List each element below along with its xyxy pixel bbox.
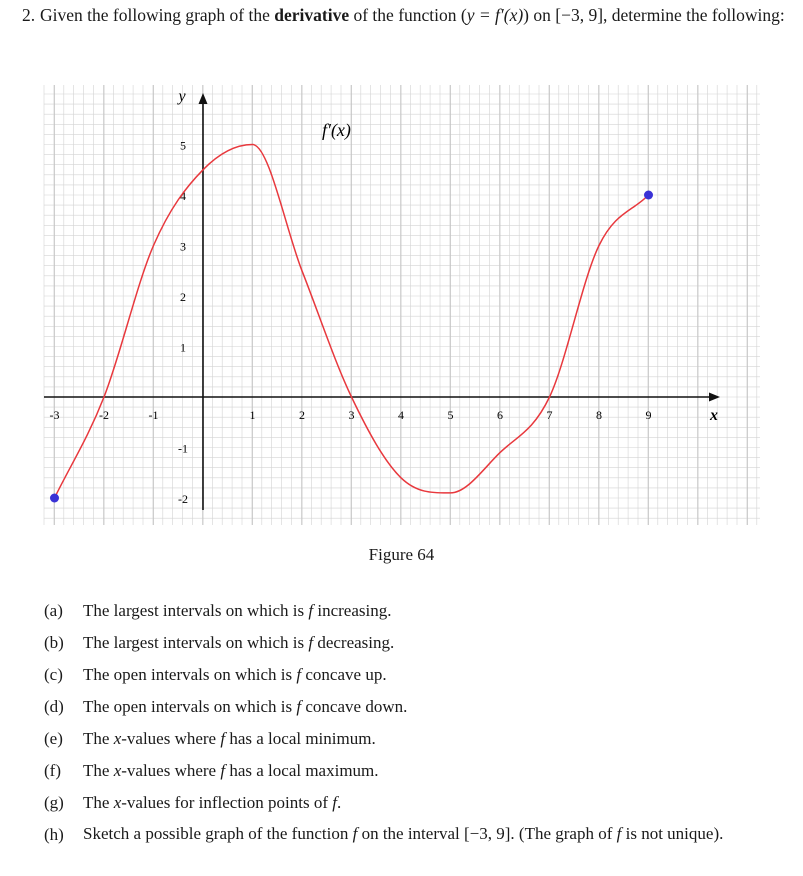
question-item xyxy=(44,792,784,824)
question-text xyxy=(83,600,784,622)
question-text xyxy=(83,824,784,844)
question-text-part: . xyxy=(337,793,342,812)
tick-labels xyxy=(50,88,719,506)
question-text-part: The xyxy=(83,761,114,780)
question-label: (e) xyxy=(44,729,63,748)
problem-number: 2. xyxy=(22,5,36,25)
x-tick-label: 3 xyxy=(348,408,355,422)
question-text-part: The xyxy=(83,793,114,812)
intro-expression: y = f′(x) xyxy=(466,5,524,25)
question-text xyxy=(83,632,784,654)
y-tick-label: 4 xyxy=(180,189,186,203)
math-variable: x xyxy=(113,793,122,812)
question-text-part: concave up. xyxy=(301,665,387,684)
question-text-part: on the interval [−3, 9]. (The graph of xyxy=(357,824,617,843)
x-tick-label: -1 xyxy=(148,408,159,422)
math-variable: f xyxy=(220,761,226,780)
question-text-part: -values where xyxy=(121,729,221,748)
question-text-part: concave down. xyxy=(301,697,408,716)
question-label: (h) xyxy=(44,825,64,844)
x-tick-label: 8 xyxy=(596,408,602,422)
question-text xyxy=(83,760,784,782)
y-tick-label: 3 xyxy=(180,239,186,254)
question-text-part: The open intervals on which is xyxy=(83,697,297,716)
x-tick-label: 1 xyxy=(249,408,256,422)
math-variable: f xyxy=(332,793,337,812)
math-variable: f xyxy=(220,729,226,748)
question-text-part: has a local minimum. xyxy=(225,729,376,748)
x-tick-label: 2 xyxy=(299,408,305,422)
math-variable: f xyxy=(296,665,302,684)
x-tick-label: 6 xyxy=(497,408,503,422)
x-tick-label: 9 xyxy=(645,408,652,422)
question-text-part: -values for inflection points of xyxy=(121,793,333,812)
curve-label: f′(x) xyxy=(322,120,351,140)
x-tick-label: 4 xyxy=(398,408,404,422)
y-tick-label: 1 xyxy=(180,340,186,355)
y-tick-label: 5 xyxy=(180,138,186,153)
math-variable: x xyxy=(113,761,122,780)
question-text-part: The open intervals on which is xyxy=(83,665,297,684)
question-text-part: decreasing. xyxy=(313,633,395,652)
question-text-part: has a local maximum. xyxy=(225,761,379,780)
endpoint-dot xyxy=(50,494,59,503)
question-text xyxy=(83,696,784,718)
question-text xyxy=(83,728,784,750)
x-tick-label: 7 xyxy=(546,408,553,422)
x-axis-label: x xyxy=(710,407,718,424)
question-item xyxy=(44,824,784,872)
question-list xyxy=(44,600,784,872)
math-variable: f xyxy=(308,633,314,652)
question-item xyxy=(44,600,784,632)
y-tick-label: -1 xyxy=(178,441,188,456)
question-label: (b) xyxy=(44,633,64,652)
question-item xyxy=(44,728,784,760)
question-text xyxy=(83,792,784,814)
intro-text-3: ) on [−3, 9], determine the following: xyxy=(523,5,785,25)
endpoint-dot xyxy=(644,191,653,200)
x-tick-label: -2 xyxy=(99,408,109,422)
question-text-part: Sketch a possible graph of the function xyxy=(83,824,353,843)
math-variable: f xyxy=(308,601,314,620)
y-axis-arrow xyxy=(199,93,208,104)
x-tick-label: 5 xyxy=(447,408,454,422)
question-label: (d) xyxy=(44,697,64,716)
question-text-part: The largest intervals on which is xyxy=(83,633,309,652)
x-tick-label: -3 xyxy=(49,408,60,422)
grid xyxy=(44,85,760,525)
question-label: (c) xyxy=(44,665,63,684)
question-item xyxy=(44,696,784,728)
figure-caption: Figure 64 xyxy=(368,545,435,564)
question-text-part: increasing. xyxy=(313,601,392,620)
intro-text-1: Given the following graph of the xyxy=(40,5,275,25)
question-label: (g) xyxy=(44,793,64,812)
intro-text-2: of the function ( xyxy=(349,5,467,25)
question-text-part: is not unique). xyxy=(621,824,724,843)
math-variable: f xyxy=(296,697,302,716)
question-text-part: The largest intervals on which is xyxy=(83,601,309,620)
y-tick-label: 2 xyxy=(180,290,186,304)
x-axis-arrow xyxy=(709,393,720,402)
y-axis-label: y xyxy=(178,88,186,105)
question-label: (f) xyxy=(44,761,61,780)
math-variable: f xyxy=(352,824,358,843)
math-variable: x xyxy=(113,729,122,748)
question-item xyxy=(44,760,784,792)
math-variable: f xyxy=(616,824,622,843)
question-text-part: The xyxy=(83,729,114,748)
question-item xyxy=(44,664,784,696)
y-tick-label: -2 xyxy=(178,492,188,506)
question-text-part: -values where xyxy=(121,761,221,780)
question-item xyxy=(44,632,784,664)
question-text xyxy=(83,664,784,686)
question-label: (a) xyxy=(44,601,63,620)
intro-bold: derivative xyxy=(274,5,350,25)
